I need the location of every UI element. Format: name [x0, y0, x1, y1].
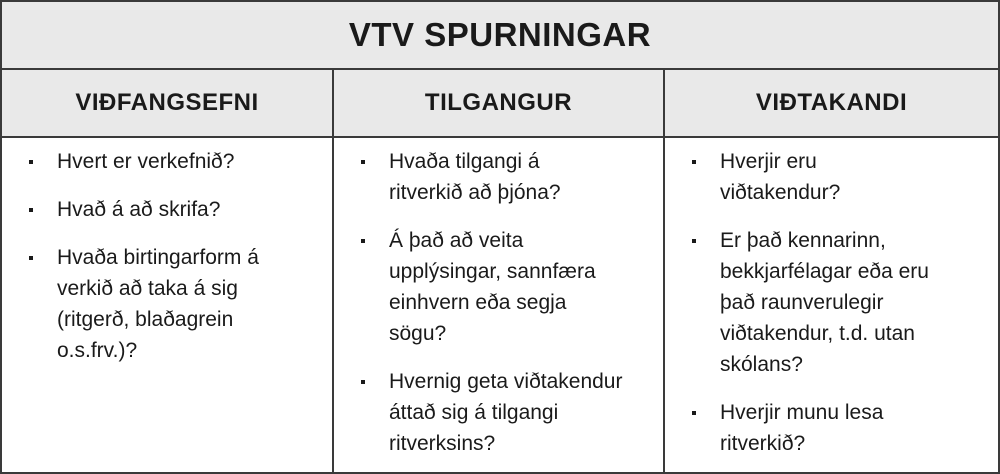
- column-vidtakandi: [665, 138, 998, 474]
- list-item: Á það að veita upplýsingar, sannfæra einhvern eða segja sögu?: [360, 225, 609, 349]
- question-list: [691, 146, 984, 459]
- list-item: Hvað á að skrifa?: [28, 194, 297, 225]
- question-list: [360, 146, 649, 459]
- column-tilgangur: [334, 138, 665, 474]
- list-item: Hvaða birtingarform á verkið að taka á sig (ritgerð, blaðagrein o.s.frv.)?: [28, 242, 297, 366]
- list-item: Hverjir eru viðtakendur?: [691, 146, 890, 208]
- header-vidfangsefni: VIÐFANGSEFNI: [2, 70, 334, 136]
- header-tilgangur: TILGANGUR: [334, 70, 665, 136]
- list-item: Hvaða tilgangi á ritverkið að þjóna?: [360, 146, 609, 208]
- list-item: Hverjir munu lesa ritverkið?: [691, 397, 940, 459]
- question-list: [28, 146, 318, 366]
- body-row: [2, 138, 998, 474]
- header-row: [2, 70, 998, 138]
- table-title: VTV SPURNINGAR: [2, 2, 998, 70]
- list-item: Er það kennarinn, bekkjarfélagar eða eru það raunverulegir viðtakendur, t.d. utan skólans?: [691, 225, 965, 380]
- list-item: Hvernig geta viðtakendur áttað sig á tilgangi ritverksins?: [360, 366, 629, 459]
- column-vidfangsefni: [2, 138, 334, 474]
- header-vidtakandi: VIÐTAKANDI: [755, 89, 908, 116]
- list-item: Hvert er verkefnið?: [28, 146, 297, 177]
